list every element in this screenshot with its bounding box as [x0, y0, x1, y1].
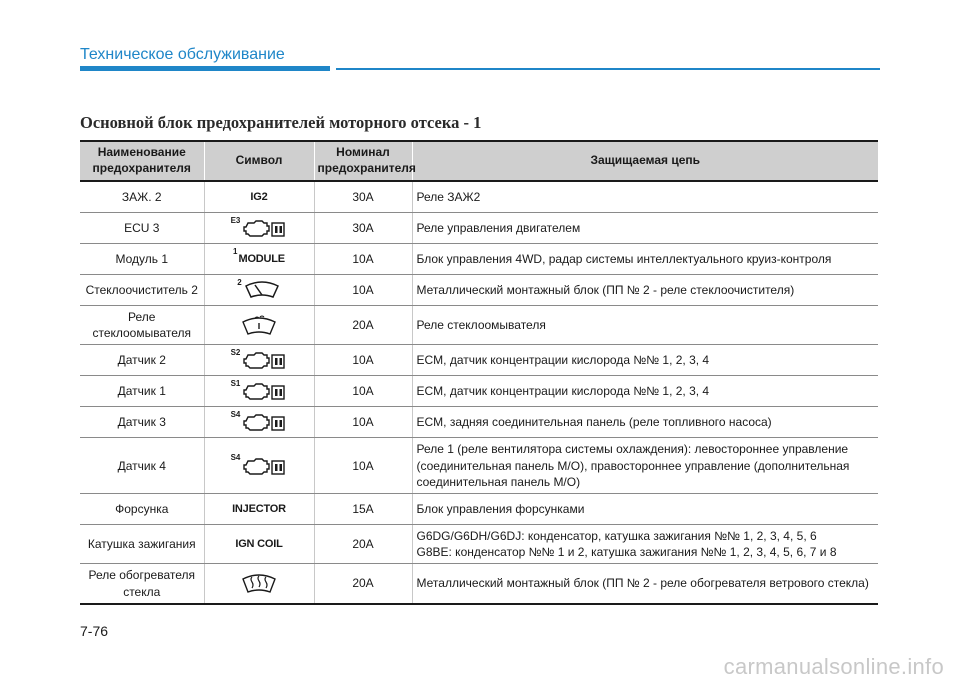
symbol-superscript: 2	[237, 277, 242, 287]
rating-cell: 10A	[314, 345, 412, 376]
rating-cell: 20A	[314, 564, 412, 604]
engine-sensor-icon	[241, 381, 287, 401]
rating-cell: 10A	[314, 275, 412, 306]
section-title: Основной блок предохранителей моторного отсека - 1	[80, 113, 482, 132]
fuse-symbol	[209, 532, 310, 556]
rating-cell: 10A	[314, 376, 412, 407]
header-rule-thin	[336, 68, 880, 70]
header-fuse-name: Наименование предохранителя	[80, 141, 204, 181]
rating-cell: 30A	[314, 181, 412, 213]
engine-sensor-icon	[241, 350, 287, 370]
fuse-symbol	[209, 185, 310, 209]
symbol-cell	[204, 306, 314, 345]
symbol-label: INJECTOR	[232, 502, 286, 515]
wiper-icon	[243, 280, 281, 300]
header-rating: Номинал предохранителя	[314, 141, 412, 181]
rating-cell: 20A	[314, 306, 412, 345]
engine-sensor-icon	[241, 412, 287, 432]
fuse-name-cell: Датчик 2	[80, 345, 204, 376]
chapter-title: Техническое обслуживание	[80, 46, 285, 63]
symbol-label: MODULE	[238, 252, 285, 265]
fuse-name-cell: Стеклоочиститель 2	[80, 275, 204, 306]
engine-ecu-icon	[241, 218, 287, 238]
table-row	[80, 564, 878, 604]
symbol-cell	[204, 524, 314, 563]
fuse-name-cell: Реле стеклоомывателя	[80, 306, 204, 345]
table-row	[80, 213, 878, 244]
fuse-name-cell: Датчик 1	[80, 376, 204, 407]
fuse-symbol	[209, 278, 310, 302]
fuse-symbol	[209, 313, 310, 337]
table-body	[80, 181, 878, 604]
fuse-symbol	[209, 454, 310, 478]
fuse-symbol	[209, 379, 310, 403]
fuse-symbol	[209, 410, 310, 434]
table-row	[80, 181, 878, 213]
fuse-symbol	[209, 497, 310, 521]
protected-circuit-cell: Реле управления двигателем	[412, 213, 878, 244]
protected-circuit-cell: G6DG/G6DH/G6DJ: конденсатор, катушка зажигания №№ 1, 2, 3, 4, 5, 6 G8BE: конденсатор №№ 1 и 2, катушка зажигания №№ 1, 2, 3, 4, 5, 6, 7 и 8	[412, 524, 878, 563]
table-row	[80, 275, 878, 306]
table-row	[80, 493, 878, 524]
protected-circuit-cell: Реле ЗАЖ2	[412, 181, 878, 213]
rating-cell: 20A	[314, 524, 412, 563]
symbol-cell	[204, 244, 314, 275]
table-row	[80, 407, 878, 438]
symbol-superscript: 1	[233, 246, 238, 256]
symbol-cell	[204, 181, 314, 213]
fuse-name-cell: Реле обогревателя стекла	[80, 564, 204, 604]
symbol-cell	[204, 213, 314, 244]
fuse-name-cell: ECU 3	[80, 213, 204, 244]
fuse-table	[80, 140, 878, 605]
table-header-row	[80, 141, 878, 181]
protected-circuit-cell: ECM, датчик концентрации кислорода №№ 1, 2, 3, 4	[412, 376, 878, 407]
header-protected-circuit: Защищаемая цепь	[590, 153, 701, 168]
fuse-symbol	[209, 348, 310, 372]
fuse-name-cell: Датчик 4	[80, 438, 204, 494]
symbol-superscript: E3	[230, 215, 241, 225]
symbol-cell	[204, 564, 314, 604]
protected-circuit-cell: Металлический монтажный блок (ПП № 2 - реле обогревателя ветрового стекла)	[412, 564, 878, 604]
table-row	[80, 524, 878, 563]
windshield-defroster-icon	[240, 573, 278, 595]
table-row	[80, 345, 878, 376]
fuse-symbol	[209, 216, 310, 240]
symbol-label: IG2	[250, 190, 268, 203]
symbol-superscript: S4	[230, 409, 241, 419]
symbol-cell	[204, 345, 314, 376]
rating-cell: 15A	[314, 493, 412, 524]
fuse-symbol	[209, 572, 310, 596]
rating-cell: 10A	[314, 438, 412, 494]
symbol-superscript: S1	[230, 378, 241, 388]
protected-circuit-cell: Металлический монтажный блок (ПП № 2 - реле стеклоочистителя)	[412, 275, 878, 306]
protected-circuit-cell: Реле 1 (реле вентилятора системы охлаждения): левостороннее управление (соединительная панель М/О), правостороннее управление (дополнительная соединительная панель М/О)	[412, 438, 878, 494]
symbol-label: IGN COIL	[235, 537, 283, 550]
protected-circuit-cell: ECM, задняя соединительная панель (реле топливного насоса)	[412, 407, 878, 438]
table-row	[80, 306, 878, 345]
protected-circuit-cell: Реле стеклоомывателя	[412, 306, 878, 345]
header-rule-thick	[80, 66, 330, 71]
rating-cell: 30A	[314, 213, 412, 244]
table-row	[80, 244, 878, 275]
fuse-name-cell: ЗАЖ. 2	[80, 181, 204, 213]
symbol-cell	[204, 493, 314, 524]
symbol-cell	[204, 275, 314, 306]
protected-circuit-cell: Блок управления 4WD, радар системы интеллектуального круиз-контроля	[412, 244, 878, 275]
rating-cell: 10A	[314, 244, 412, 275]
fuse-name-cell: Форсунка	[80, 493, 204, 524]
header-symbol: Символ	[204, 141, 314, 181]
protected-circuit-cell: ECM, датчик концентрации кислорода №№ 1, 2, 3, 4	[412, 345, 878, 376]
fuse-name-cell: Датчик 3	[80, 407, 204, 438]
symbol-superscript: S4	[230, 453, 241, 463]
rating-cell: 10A	[314, 407, 412, 438]
protected-circuit-cell: Блок управления форсунками	[412, 493, 878, 524]
table-row	[80, 376, 878, 407]
symbol-cell	[204, 376, 314, 407]
symbol-cell	[204, 438, 314, 494]
page-number: 7-76	[80, 623, 109, 639]
fuse-name-cell: Модуль 1	[80, 244, 204, 275]
fuse-name-cell: Катушка зажигания	[80, 524, 204, 563]
table-row	[80, 438, 878, 494]
symbol-superscript: S2	[230, 347, 241, 357]
symbol-cell	[204, 407, 314, 438]
washer-icon	[240, 314, 278, 336]
watermark: carmanualsonline.info	[723, 654, 944, 679]
fuse-symbol	[209, 247, 310, 271]
engine-sensor-icon	[241, 456, 287, 476]
